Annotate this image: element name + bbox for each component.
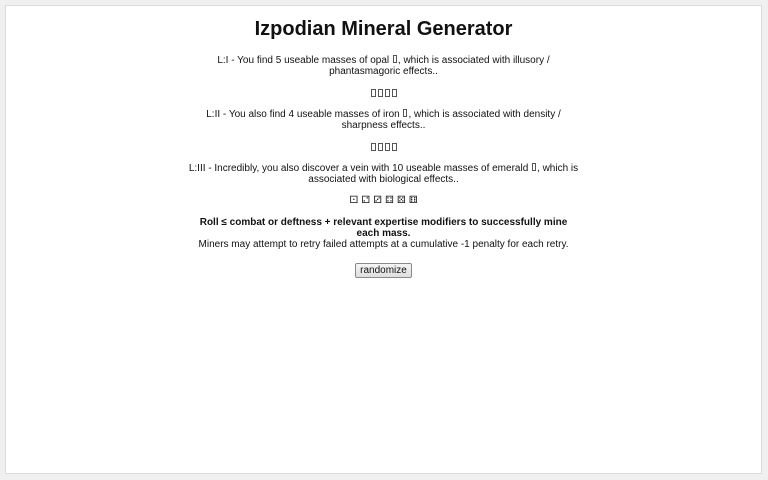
- result-2-glyphs: [189, 141, 579, 152]
- result-level-2: [189, 109, 579, 131]
- dice-icons: ⚀ ⚁ ⚂ ⚃ ⚄ ⚅: [349, 195, 418, 206]
- mineral-glyph-icon: [393, 55, 397, 63]
- result-3-text-before: L:III - Incredibly, you also discover a vein with 10 useable masses of emerald: [188, 163, 532, 174]
- missing-glyph-icon: [371, 143, 376, 151]
- result-2-text-before: L:II - You also find 4 useable masses of iron: [206, 109, 403, 120]
- result-level-1: [189, 55, 579, 77]
- missing-glyph-icon: [385, 89, 390, 97]
- page-title: Izpodian Mineral Generator: [254, 18, 513, 40]
- mineral-glyph-icon: [532, 163, 536, 171]
- missing-glyph-icon: [392, 143, 397, 151]
- mineral-glyph-icon: [403, 109, 407, 117]
- page-panel: [5, 5, 762, 474]
- missing-glyph-icon: [378, 89, 383, 97]
- result-3-text-after: , which is associated with biological effects..: [308, 163, 579, 185]
- result-2-text-after: , which is associated with density / sharpness effects..: [341, 109, 561, 131]
- missing-glyph-icon: [371, 89, 376, 97]
- missing-glyph-icon: [392, 89, 397, 97]
- retry-rule: Miners may attempt to retry failed attempts at a cumulative -1 penalty for each retry.: [198, 239, 569, 250]
- result-level-3: [189, 163, 579, 185]
- result-1-text-after: , which is associated with illusory / phantasmagoric effects..: [329, 55, 550, 77]
- randomize-button[interactable]: randomize: [355, 263, 412, 278]
- result-1-text-before: L:I - You find 5 useable masses of opal: [217, 55, 392, 66]
- missing-glyph-icon: [385, 143, 390, 151]
- mining-rule: Roll ≤ combat or deftness + relevant expertise modifiers to successfully mine each mass.: [199, 217, 568, 239]
- missing-glyph-icon: [378, 143, 383, 151]
- result-1-glyphs: [189, 87, 579, 98]
- content: [189, 17, 579, 278]
